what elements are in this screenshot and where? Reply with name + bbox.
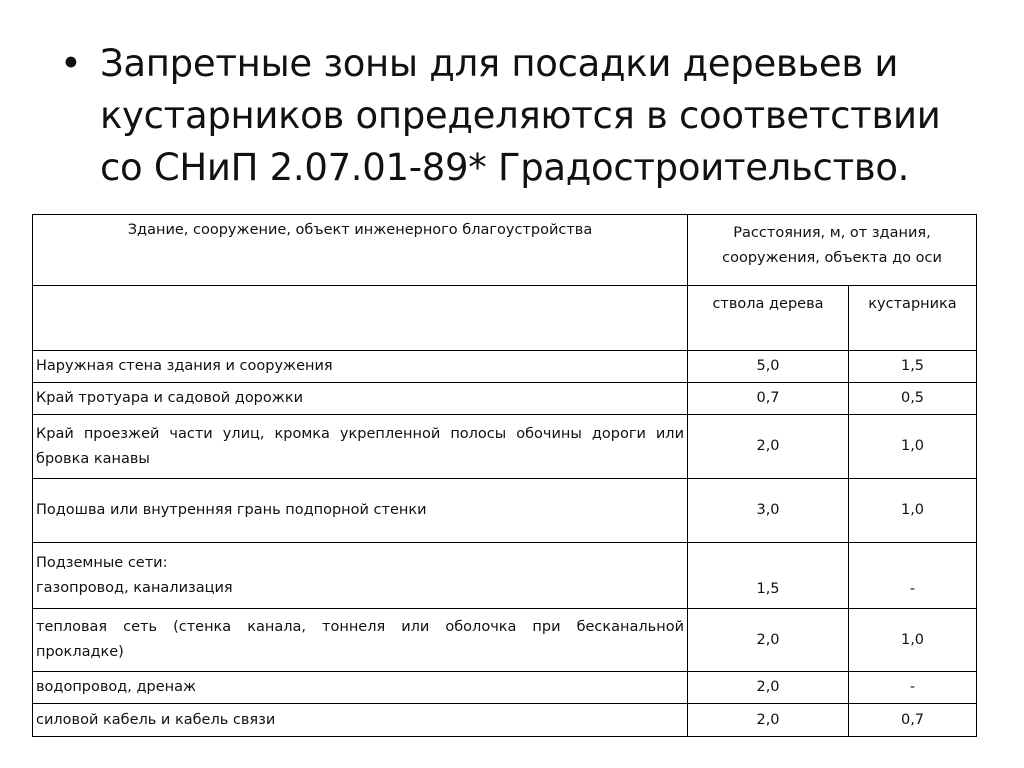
- row-shrub-distance: 0,5: [849, 383, 977, 415]
- header-distance: Расстояния, м, от здания, сооружения, объекта до оси: [688, 215, 977, 286]
- subheader-empty-cell: [33, 286, 688, 351]
- row-tree-distance: 2,0: [688, 704, 849, 737]
- row-object-name: Край проезжей части улиц, кромка укрепленной полосы обочины дороги или бровка канавы: [33, 415, 688, 479]
- row-object-name: Край тротуара и садовой дорожки: [33, 383, 688, 415]
- row-object-name: тепловая сеть (стенка канала, тоннеля или оболочка при бесканальной прокладке): [33, 609, 688, 672]
- table-row: [33, 609, 977, 672]
- row-shrub-distance: 1,0: [849, 479, 977, 543]
- row-shrub-distance: -: [849, 543, 977, 609]
- row-tree-distance: 1,5: [688, 543, 849, 609]
- row-shrub-distance: 0,7: [849, 704, 977, 737]
- row-tree-distance: 5,0: [688, 351, 849, 383]
- table-row: [33, 351, 977, 383]
- slide-heading: [60, 38, 960, 194]
- row-object-name: Наружная стена здания и сооружения: [33, 351, 688, 383]
- snip-distance-table: [32, 214, 977, 737]
- row-shrub-distance: 1,5: [849, 351, 977, 383]
- row-tree-distance: 2,0: [688, 609, 849, 672]
- table-row: [33, 672, 977, 704]
- subheader-tree-trunk: ствола дерева: [688, 286, 849, 351]
- row-tree-distance: 3,0: [688, 479, 849, 543]
- table-row: [33, 543, 977, 609]
- row-shrub-distance: 1,0: [849, 609, 977, 672]
- table-row: [33, 383, 977, 415]
- row-tree-distance: 2,0: [688, 415, 849, 479]
- row-object-name: силовой кабель и кабель связи: [33, 704, 688, 737]
- row-shrub-distance: 1,0: [849, 415, 977, 479]
- row-shrub-distance: -: [849, 672, 977, 704]
- subheader-shrub: кустарника: [849, 286, 977, 351]
- heading-text: Запретные зоны для посадки деревьев и кустарников определяются в соответствии со СНиП 2.07.01-89* Градостроительство.: [100, 42, 941, 189]
- row-name-line: газопровод, канализация: [36, 579, 233, 596]
- table-subheader-row: [33, 286, 977, 351]
- row-object-name: водопровод, дренаж: [33, 672, 688, 704]
- row-object-name: Подошва или внутренняя грань подпорной стенки: [33, 479, 688, 543]
- bullet-icon: •: [60, 42, 82, 85]
- table-row: [33, 479, 977, 543]
- row-tree-distance: 2,0: [688, 672, 849, 704]
- row-tree-distance: 0,7: [688, 383, 849, 415]
- row-name-line: Подземные сети:: [36, 554, 168, 571]
- row-object-name: [33, 543, 688, 609]
- table-row: [33, 415, 977, 479]
- table-header-row: [33, 215, 977, 286]
- table-row: [33, 704, 977, 737]
- header-object: Здание, сооружение, объект инженерного благоустройства: [33, 215, 688, 286]
